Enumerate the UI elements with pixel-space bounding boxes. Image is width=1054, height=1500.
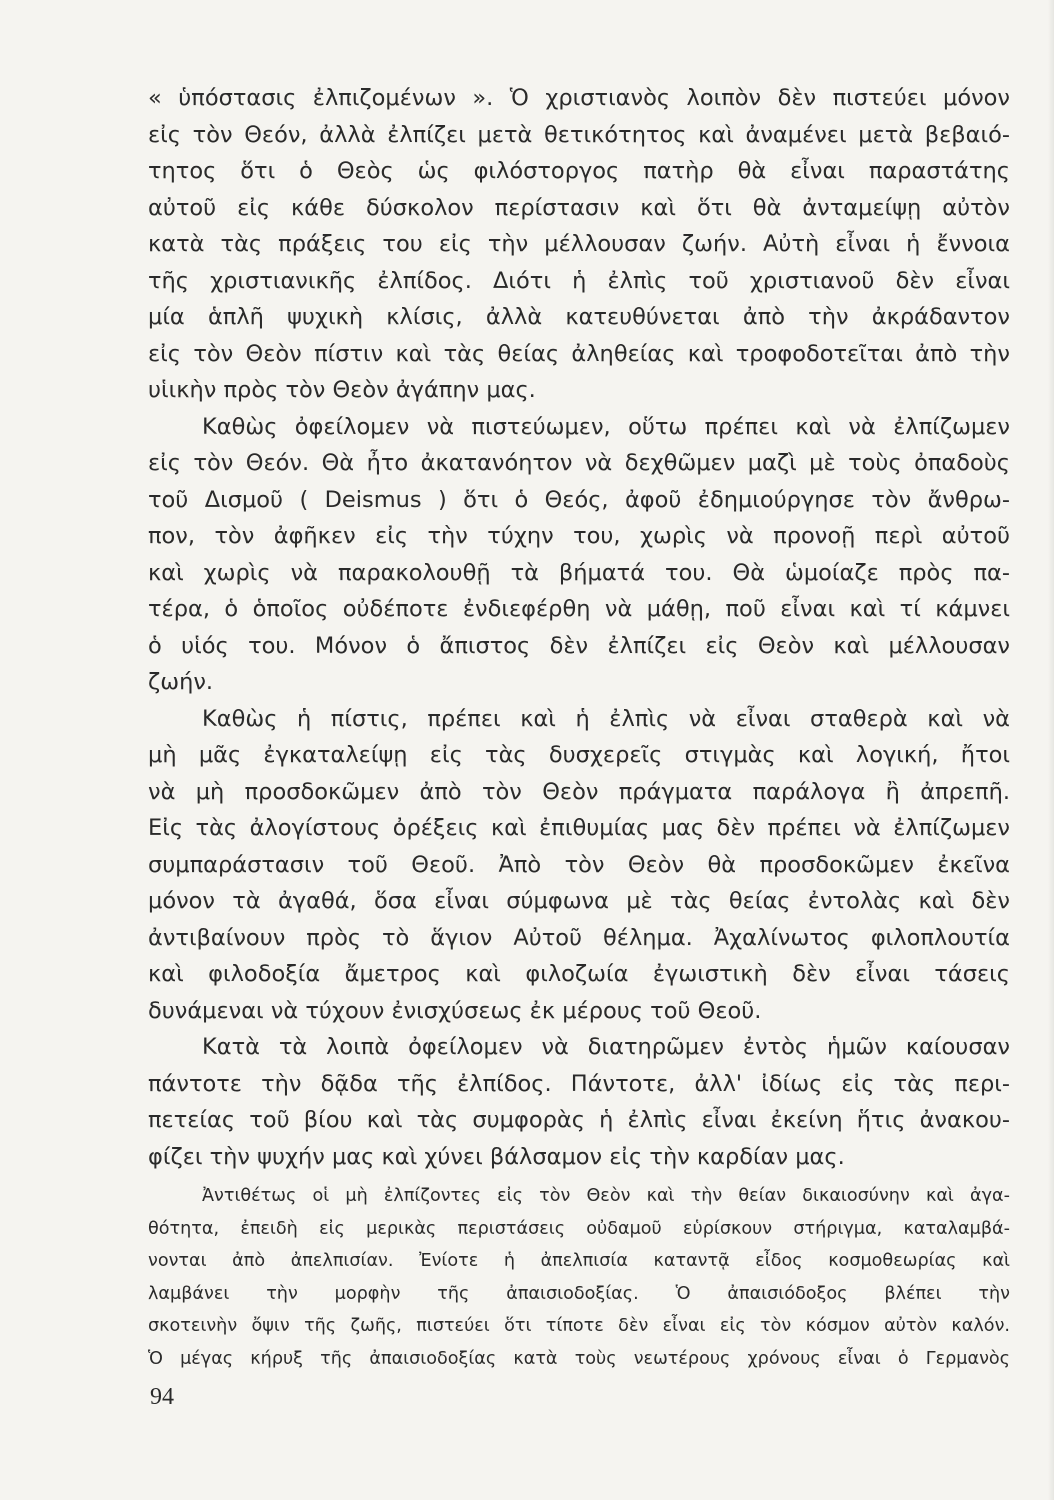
text-line: μία ἁπλῆ ψυχικὴ κλίσις, ἀλλὰ κατευθύνεται ἀπὸ τὴν ἀκράδαντον [148,304,1010,330]
text-line: μόνον τὰ ἀγαθά, ὅσα εἶναι σύμφωνα μὲ τὰς θείας ἐντολὰς καὶ δὲν [148,888,1010,914]
footnote-line: σκοτεινὴν ὄψιν τῆς ζωῆς, πιστεύει ὅτι τίποτε δὲν εἶναι εἰς τὸν κόσμον αὐτὸν καλόν. [148,1316,1010,1336]
text-line: Εἰς τὰς ἀλογίστους ὀρέξεις καὶ ἐπιθυμίας μας δὲν πρέπει νὰ ἐλπίζωμεν [148,815,1010,841]
text-line: καὶ χωρὶς νὰ παρακολουθῇ τὰ βήματά του. Θὰ ὡμοίαζε πρὸς πα- [148,559,1010,586]
footnote-line: Ὁ μέγας κήρυξ τῆς ἀπαισιοδοξίας κατὰ τοὺς νεωτέρους χρόνους εἶναι ὁ Γερμανὸς [148,1348,1010,1369]
text-line: υἱικὴν πρὸς τὸν Θεὸν ἀγάπην μας. [148,377,536,403]
text-line: πον, τὸν ἀφῆκεν εἰς τὴν τύχην του, χωρὶς νὰ προνοῇ περὶ αὐτοῦ [148,523,1010,549]
text-line: τέρα, ὁ ὁποῖος οὐδέποτε ἐνδιεφέρθη νὰ μάθῃ, ποῦ εἶναι καὶ τί κάμνει [148,596,1010,622]
text-line: νὰ μὴ προσδοκῶμεν ἀπὸ τὸν Θεὸν πράγματα παράλογα ἢ ἀπρεπῆ. [148,778,1010,805]
footnote-line: λαμβάνει τὴν μορφὴν τῆς ἀπαισιοδοξίας. Ὁ ἀπαισιόδοξος βλέπει τὴν [148,1283,1010,1304]
footnote-line: θότητα, ἐπειδὴ εἰς μερικὰς περιστάσεις οὐδαμοῦ εὑρίσκουν στήριγμα, καταλαμβά- [148,1218,1010,1239]
text-line: πάντοτε τὴν δᾷδα τῆς ἐλπίδος. Πάντοτε, ἀλλ' ἰδίως εἰς τὰς περι- [148,1070,1010,1097]
footnote-line: Ἀντιθέτως οἱ μὴ ἐλπίζοντες εἰς τὸν Θεὸν καὶ τὴν θείαν δικαιοσύνην καὶ ἀγα- [202,1186,1010,1206]
text-line: πετείας τοῦ βίου καὶ τὰς συμφορὰς ἡ ἐλπὶς εἶναι ἐκείνη ἥτις ἀνακου- [148,1107,1010,1133]
text-line: φίζει τὴν ψυχήν μας καὶ χύνει βάλσαμον εἰς τὴν καρδίαν μας. [148,1143,845,1170]
text-line: αὐτοῦ εἰς κάθε δύσκολον περίστασιν καὶ ὅτι θὰ ἀνταμείψῃ αὐτὸν [148,194,1010,221]
text-line: τοῦ Δισμοῦ ( Deismus ) ὅτι ὁ Θεός, ἀφοῦ ἐδημιούργησε τὸν ἄνθρω- [148,486,1010,513]
paragraph-start-line: Κατὰ τὰ λοιπὰ ὀφείλομεν νὰ διατηρῶμεν ἐντὸς ἡμῶν καίουσαν [202,1034,1010,1060]
text-line: ἀντιβαίνουν πρὸς τὸ ἅγιον Αὐτοῦ θέλημα. Ἀχαλίνωτος φιλοπλουτία [148,924,1010,951]
footnote-line: νονται ἀπὸ ἀπελπισίαν. Ἐνίοτε ἡ ἀπελπισία καταντᾷ εἶδος κοσμοθεωρίας καὶ [148,1251,1010,1271]
text-line: ὁ υἱός του. Μόνον ὁ ἄπιστος δὲν ἐλπίζει εἰς Θεὸν καὶ μέλλουσαν [148,632,1010,659]
paragraph-start-line: Καθὼς ἡ πίστις, πρέπει καὶ ἡ ἐλπὶς νὰ εἶναι σταθερὰ καὶ νὰ [202,705,1010,732]
text-line: δυνάμεναι νὰ τύχουν ἐνισχύσεως ἐκ μέρους τοῦ Θεοῦ. [148,997,762,1024]
paragraph-start-line: Καθὼς ὀφείλομεν νὰ πιστεύωμεν, οὕτω πρέπει καὶ νὰ ἐλπίζωμεν [202,413,1010,440]
text-line: μὴ μᾶς ἐγκαταλείψῃ εἰς τὰς δυσχερεῖς στιγμὰς καὶ λογική, ἤτοι [148,742,1010,768]
text-line: ζωήν. [148,669,214,695]
page-edge-shadow [1048,0,1054,1500]
text-line: εἰς τὸν Θεόν. Θὰ ἦτο ἀκατανόητον νὰ δεχθῶμεν μαζὶ μὲ τοὺς ὀπαδοὺς [148,450,1010,476]
text-line: κατὰ τὰς πράξεις του εἰς τὴν μέλλουσαν ζωήν. Αὐτὴ εἶναι ἡ ἔννοια [148,231,1010,257]
text-line: εἰς τὸν Θεὸν πίστιν καὶ τὰς θείας ἀληθείας καὶ τροφοδοτεῖται ἀπὸ τὴν [148,340,1010,367]
text-line: συμπαράστασιν τοῦ Θεοῦ. Ἀπὸ τὸν Θεὸν θὰ προσδοκῶμεν ἐκεῖνα [148,851,1010,878]
text-line: καὶ φιλοδοξία ἄμετρος καὶ φιλοζωία ἐγωιστικὴ δὲν εἶναι τάσεις [148,961,1010,987]
text-line: εἰς τὸν Θεόν, ἀλλὰ ἐλπίζει μετὰ θετικότητος καὶ ἀναμένει μετὰ βεβαιό- [148,121,1010,148]
footnote [148,1180,1010,1375]
page-number: 94 [150,1384,174,1410]
text-line: τῆς χριστιανικῆς ἐλπίδος. Διότι ἡ ἐλπὶς τοῦ χριστιανοῦ δὲν εἶναι [148,267,1010,294]
text-line: « ὑπόστασις ἐλπιζομένων ». Ὁ χριστιανὸς λοιπὸν δὲν πιστεύει μόνον [148,85,1010,111]
main-text [148,80,1010,1175]
text-line: τητος ὅτι ὁ Θεὸς ὡς φιλόστοργος πατὴρ θὰ εἶναι παραστάτης [148,158,1010,184]
